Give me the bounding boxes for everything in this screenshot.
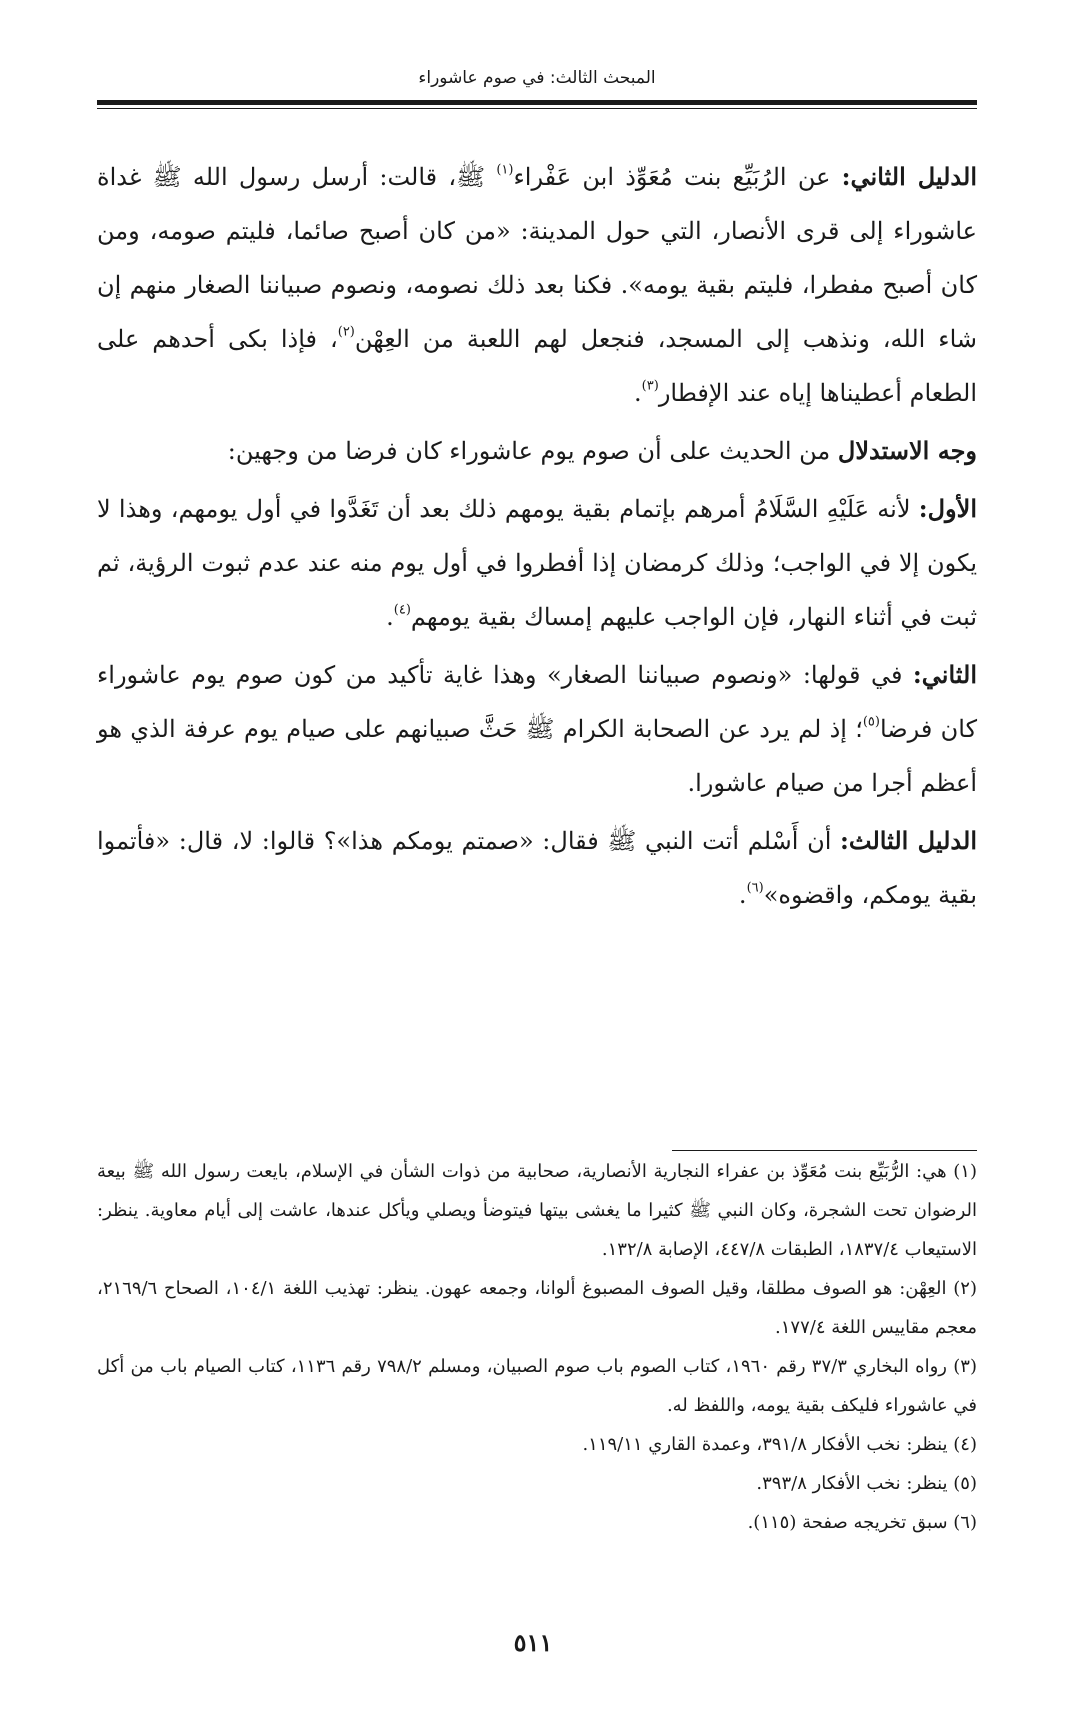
footnote-3: (٣) رواه البخاري ٣٧/٣ رقم ١٩٦٠، كتاب الصوم باب صوم الصبيان، ومسلم ٧٩٨/٢ رقم ١١٣٦، كتاب الصيام باب من أكل في عاشوراء فليكف بقية يومه، واللفظ له. (97, 1356, 977, 1416)
running-header: المبحث الثالث: في صوم عاشوراء (418, 68, 656, 88)
paragraph-label: الثاني: (912, 660, 977, 689)
footnote-5: (٥) ينظر: نخب الأفكار ٣٩٣/٨. (756, 1473, 977, 1494)
paragraph-evidence-two (97, 150, 977, 420)
paragraph-text: من الحديث على أن صوم يوم عاشوراء كان فرضا من وجهين: (227, 437, 838, 465)
paragraph-label: الدليل الثالث: (840, 826, 977, 855)
footnote-2: (٢) العِهْن: هو الصوف مطلقا، وقيل الصوف المصبوغ ألوانا، وجمعه عهون. ينظر: تهذيب اللغة ١٠٤/١، الصحاح ٢١٦٩/٦، معجم مقاييس اللغة ١٧٧/٤. (97, 1278, 977, 1338)
footnote-4: (٤) ينظر: نخب الأفكار ٣٩١/٨، وعمدة القاري ١١٩/١١. (582, 1434, 977, 1455)
paragraph-text: . (386, 603, 394, 631)
paragraph-text: ؛ إذ لم يرد عن الصحابة الكرام ﷺ حَثَّ صبيانهم على صيام يوم عرفة الذي هو أعظم أجرا من صيام عاشورا. (97, 715, 977, 797)
footnote-separator (672, 1150, 977, 1151)
paragraph-label: الدليل الثاني: (841, 162, 977, 191)
page-number: ٥١١ (513, 1628, 553, 1657)
footnote-ref-1[interactable]: (١) (496, 162, 514, 178)
paragraph-text: . (738, 881, 747, 909)
paragraph-text: لأنه عَلَيْهِ السَّلَامُ أمرهم بإتمام بقية يومهم ذلك بعد أن تَغَدَّوا في أول يومهم، وهذا لا يكون إلا في الواجب؛ وذلك كرمضان إذا أفطروا في أول يوم منه عند عدم ثبوت الرؤية، ثم ثبت في أثناء النهار، فإن الواجب عليهم إمساك بقية يومهم (97, 495, 977, 631)
paragraph-text: ، فإذا بكى أحدهم على الطعام أعطيناها إياه عند الإفطار (97, 325, 977, 407)
footnote-ref-2[interactable]: (٢) (337, 324, 355, 340)
footnote-ref-3[interactable]: (٣) (641, 378, 659, 394)
footnote-ref-5[interactable]: (٥) (862, 714, 880, 730)
footnote-1: (١) هي: الرُّبَيِّع بنت مُعَوِّذ بن عفراء النجارية الأنصارية، صحابية من ذوات الشأن في الإسلام، بايعت رسول الله ﷺ بيعة الرضوان تحت الشجرة، وكان النبي ﷺ كثيرا ما يغشى بيتها فيتوضأ ويصلي ويأكل عندها، عاشت إلى أيام معاوية. ينظر: الاستيعاب ١٨٣٧/٤، الطبقات ٤٤٧/٨، الإصابة ١٣٢/٨. (97, 1161, 977, 1260)
paragraph-label: وجه الاستدلال (837, 436, 977, 465)
paragraph-text: في قولها: «ونصوم صبياننا الصغار» وهذا غاية تأكيد من كون صوم يوم عاشوراء كان فرضا (97, 661, 977, 743)
paragraph-second-aspect (97, 648, 977, 810)
paragraph-evidence-three (97, 814, 977, 922)
footnote-ref-6[interactable]: (٦) (746, 880, 764, 896)
header-rule-thick (97, 100, 977, 105)
paragraph-label: الأول: (918, 494, 977, 523)
paragraph-text: ﷺ، قالت: أرسل رسول الله ﷺ غداة عاشوراء إلى قرى الأنصار، التي حول المدينة: «من كان أصبح صائما، فليتم صومه، ومن كان أصبح مفطرا، فليتم بقية يومه». فكنا بعد ذلك نصومه، ونصوم صبياننا الصغار منهم إن شاء الله، ونذهب إلى المسجد، فنجعل لهم اللعبة من العِهْن (97, 163, 977, 353)
paragraph-text: . (634, 379, 642, 407)
paragraph-text: عن الرُبَيِّع بنت مُعَوِّذ ابن عَفْراء (513, 163, 842, 191)
paragraph-first-aspect (97, 482, 977, 644)
header-rule-thin (97, 108, 977, 109)
main-text (97, 150, 977, 926)
footnote-ref-4[interactable]: (٤) (393, 602, 411, 618)
paragraph-text: أن أَسْلم أتت النبي ﷺ فقال: «صمتم يومكم هذا»؟ قالوا: لا، قال: «فأتموا بقية يومكم، واقضوه» (97, 827, 977, 909)
footnotes (97, 1152, 977, 1542)
paragraph-inference (97, 424, 977, 478)
footnote-6: (٦) سبق تخريجه صفحة (١١٥). (747, 1512, 977, 1533)
